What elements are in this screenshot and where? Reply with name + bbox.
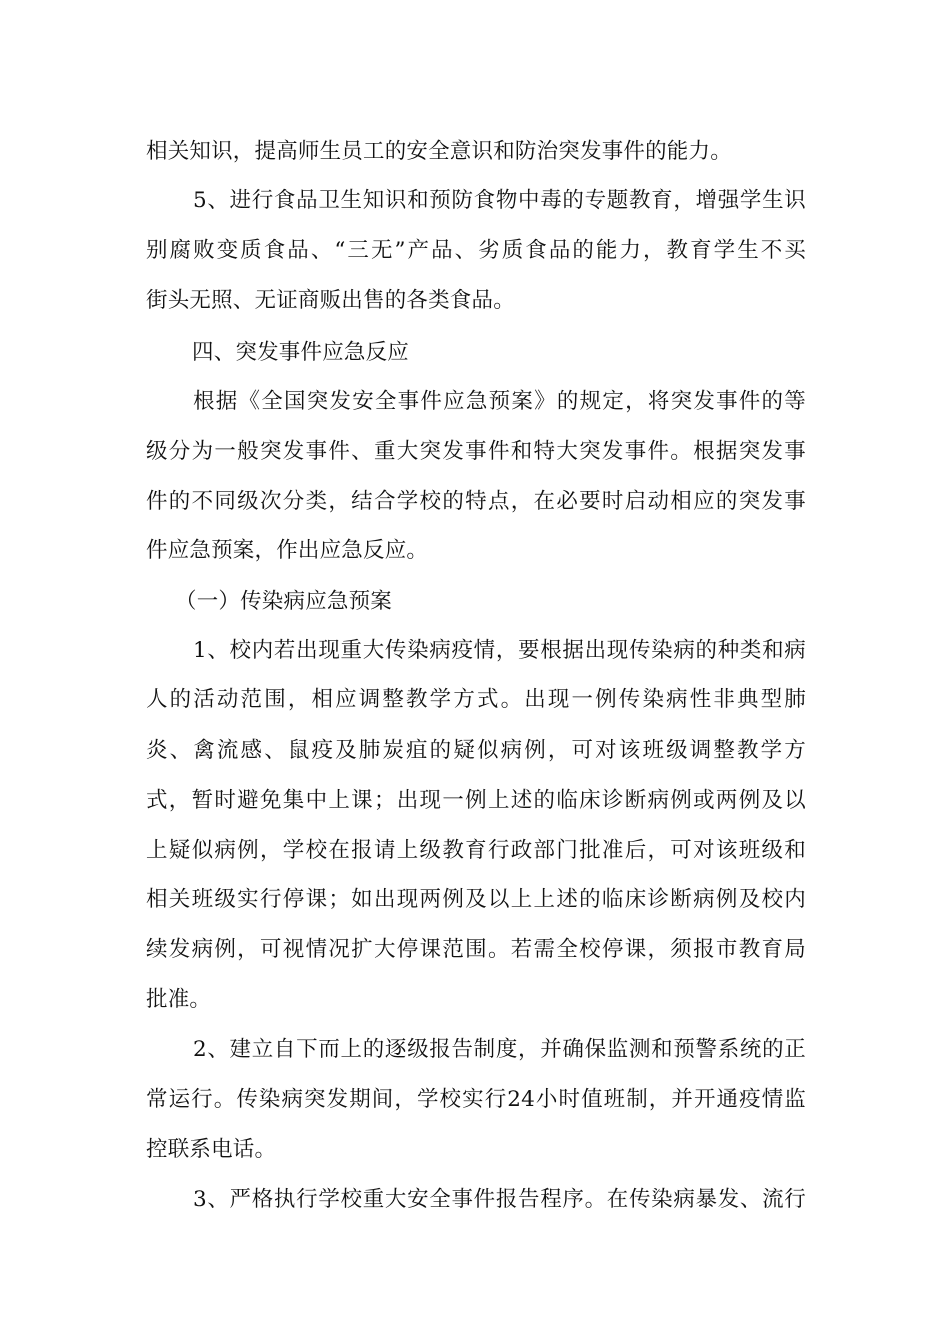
paragraph-line: 续发病例，可视情况扩大停课范围。若需全校停课，须报市教育局 — [146, 937, 806, 962]
paragraph-line: 1、校内若出现重大传染病疫情，要根据出现传染病的种类和病 — [193, 638, 806, 663]
paragraph-line: 5、进行食品卫生知识和预防食物中毒的专题教育，增强学生识 — [193, 188, 806, 213]
paragraph-line: 2、建立自下而上的逐级报告制度，并确保监测和预警系统的正 — [193, 1037, 806, 1062]
paragraph-line: 件的不同级次分类，结合学校的特点，在必要时启动相应的突发事 — [146, 489, 806, 514]
paragraph-line: 常运行。传染病突发期间，学校实行24小时值班制，并开通疫情监 — [146, 1087, 806, 1112]
paragraph-line: 人的活动范围，相应调整教学方式。出现一例传染病性非典型肺 — [146, 687, 806, 712]
paragraph-line: 上疑似病例，学校在报请上级教育行政部门批准后，可对该班级和 — [146, 838, 806, 863]
section-heading: 四、突发事件应急反应 — [192, 340, 410, 365]
paragraph-line: 别腐败变质食品、“三无”产品、劣质食品的能力，教育学生不买 — [146, 238, 806, 263]
paragraph-line: 批准。 — [146, 987, 212, 1012]
paragraph-line: 件应急预案，作出应急反应。 — [146, 538, 429, 563]
paragraph-line: 级分为一般突发事件、重大突发事件和特大突发事件。根据突发事 — [146, 439, 806, 464]
paragraph-line: 炎、禽流感、鼠疫及肺炭疽的疑似病例，可对该班级调整教学方 — [146, 738, 806, 763]
paragraph-line: 街头无照、无证商贩出售的各类食品。 — [146, 288, 515, 313]
paragraph-line: 相关知识，提高师生员工的安全意识和防治突发事件的能力。 — [146, 139, 732, 164]
paragraph-line: 控联系电话。 — [146, 1137, 277, 1162]
paragraph-line: 相关班级实行停课；如出现两例及以上上述的临床诊断病例及校内 — [146, 887, 806, 912]
paragraph-line: 根据《全国突发安全事件应急预案》的规定，将突发事件的等 — [193, 389, 806, 414]
subsection-heading: （一）传染病应急预案 — [175, 589, 393, 614]
paragraph-line: 式，暂时避免集中上课；出现一例上述的临床诊断病例或两例及以 — [146, 788, 806, 813]
paragraph-line: 3、严格执行学校重大安全事件报告程序。在传染病暴发、流行 — [193, 1187, 806, 1212]
